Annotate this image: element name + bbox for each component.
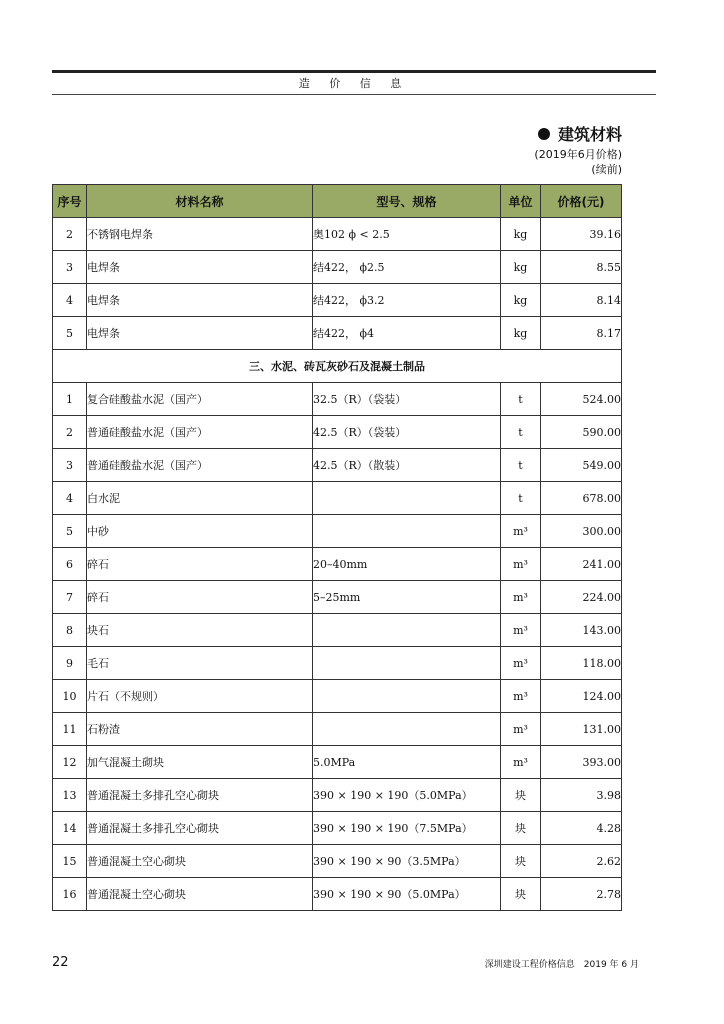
cell-no: 4 (53, 482, 87, 515)
cell-price: 124.00 (541, 680, 622, 713)
cell-no: 2 (53, 416, 87, 449)
cell-name: 复合硅酸盐水泥（国产） (87, 383, 313, 416)
cell-price: 300.00 (541, 515, 622, 548)
cell-price: 8.55 (541, 251, 622, 284)
price-table (52, 184, 622, 911)
page-number: 22 (52, 955, 69, 970)
cell-name: 加气混凝土砌块 (87, 746, 313, 779)
table-row (53, 482, 622, 515)
cell-name: 片石（不规则） (87, 680, 313, 713)
cell-price: 118.00 (541, 647, 622, 680)
cell-price: 524.00 (541, 383, 622, 416)
cell-name: 普通混凝土多排孔空心砌块 (87, 779, 313, 812)
cell-spec: 奥102 ϕ < 2.5 (313, 218, 501, 251)
cell-unit: t (501, 416, 541, 449)
section-title-text: 建筑材料 (557, 125, 622, 144)
cell-price: 678.00 (541, 482, 622, 515)
cell-unit: 块 (501, 812, 541, 845)
header-rule (52, 70, 656, 73)
cell-unit: m³ (501, 746, 541, 779)
cell-no: 14 (53, 812, 87, 845)
cell-price: 8.14 (541, 284, 622, 317)
cell-name: 白水泥 (87, 482, 313, 515)
cell-price: 4.28 (541, 812, 622, 845)
table-row (53, 878, 622, 911)
cell-no: 11 (53, 713, 87, 746)
cell-no: 4 (53, 284, 87, 317)
cell-price: 549.00 (541, 449, 622, 482)
cell-spec: 5.0MPa (313, 746, 501, 779)
cell-spec (313, 713, 501, 746)
category-row (53, 350, 622, 383)
cell-price: 2.62 (541, 845, 622, 878)
cell-unit: kg (501, 251, 541, 284)
cell-no: 3 (53, 449, 87, 482)
cell-spec (313, 515, 501, 548)
cell-name: 普通混凝土空心砌块 (87, 845, 313, 878)
cell-spec (313, 680, 501, 713)
col-header-spec: 型号、规格 (313, 185, 501, 218)
cell-spec: 5–25mm (313, 581, 501, 614)
cell-unit: m³ (501, 713, 541, 746)
cell-name: 碎石 (87, 581, 313, 614)
table-row (53, 317, 622, 350)
cell-spec (313, 614, 501, 647)
cell-no: 5 (53, 317, 87, 350)
cell-price: 131.00 (541, 713, 622, 746)
table-row (53, 449, 622, 482)
cell-unit: m³ (501, 515, 541, 548)
table-row (53, 284, 622, 317)
cell-price: 590.00 (541, 416, 622, 449)
cell-price: 39.16 (541, 218, 622, 251)
cell-unit: 块 (501, 779, 541, 812)
cell-name: 中砂 (87, 515, 313, 548)
cell-no: 8 (53, 614, 87, 647)
continued-note: (续前) (591, 163, 622, 176)
cell-price: 2.78 (541, 878, 622, 911)
table-row (53, 779, 622, 812)
cell-spec: 32.5（R）（袋装） (313, 383, 501, 416)
cell-spec: 42.5（R）（散装） (313, 449, 501, 482)
cell-price: 143.00 (541, 614, 622, 647)
cell-spec: 42.5（R）（袋装） (313, 416, 501, 449)
cell-price: 224.00 (541, 581, 622, 614)
table-header-row (53, 185, 622, 218)
cell-name: 块石 (87, 614, 313, 647)
col-header-price: 价格(元) (541, 185, 622, 218)
cell-no: 2 (53, 218, 87, 251)
price-date: (2019年6月价格) (534, 148, 622, 161)
running-header: 造 价 信 息 (298, 77, 410, 90)
cell-unit: t (501, 482, 541, 515)
col-header-name: 材料名称 (87, 185, 313, 218)
cell-spec: 390 × 190 × 190（5.0MPa） (313, 779, 501, 812)
cell-unit: kg (501, 317, 541, 350)
cell-no: 16 (53, 878, 87, 911)
cell-no: 13 (53, 779, 87, 812)
cell-no: 10 (53, 680, 87, 713)
cell-price: 8.17 (541, 317, 622, 350)
table-row (53, 416, 622, 449)
cell-no: 6 (53, 548, 87, 581)
cell-name: 石粉渣 (87, 713, 313, 746)
table-row (53, 218, 622, 251)
table-row (53, 680, 622, 713)
cell-spec: 结422， ϕ4 (313, 317, 501, 350)
cell-unit: m³ (501, 581, 541, 614)
table-row (53, 515, 622, 548)
cell-name: 毛石 (87, 647, 313, 680)
cell-price: 393.00 (541, 746, 622, 779)
cell-name: 普通混凝土多排孔空心砌块 (87, 812, 313, 845)
bullet-icon (538, 128, 550, 140)
cell-unit: m³ (501, 647, 541, 680)
table-row (53, 647, 622, 680)
cell-price: 241.00 (541, 548, 622, 581)
cell-no: 3 (53, 251, 87, 284)
cell-spec: 390 × 190 × 90（5.0MPa） (313, 878, 501, 911)
cell-unit: kg (501, 218, 541, 251)
cell-no: 7 (53, 581, 87, 614)
table-row (53, 383, 622, 416)
cell-unit: 块 (501, 845, 541, 878)
cell-no: 1 (53, 383, 87, 416)
col-header-unit: 单位 (501, 185, 541, 218)
cell-price: 3.98 (541, 779, 622, 812)
cell-unit: m³ (501, 614, 541, 647)
header-divider (52, 94, 656, 95)
cell-name: 电焊条 (87, 284, 313, 317)
cell-spec: 结422， ϕ3.2 (313, 284, 501, 317)
cell-unit: t (501, 449, 541, 482)
cell-spec (313, 647, 501, 680)
cell-spec: 390 × 190 × 90（3.5MPa） (313, 845, 501, 878)
cell-name: 碎石 (87, 548, 313, 581)
cell-name: 普通混凝土空心砌块 (87, 878, 313, 911)
cell-unit: t (501, 383, 541, 416)
table-row (53, 581, 622, 614)
cell-no: 9 (53, 647, 87, 680)
table-row (53, 548, 622, 581)
cell-unit: m³ (501, 680, 541, 713)
cell-name: 普通硅酸盐水泥（国产） (87, 416, 313, 449)
cell-unit: 块 (501, 878, 541, 911)
table-row (53, 746, 622, 779)
cell-name: 普通硅酸盐水泥（国产） (87, 449, 313, 482)
cell-name: 不锈钢电焊条 (87, 218, 313, 251)
cell-spec: 20–40mm (313, 548, 501, 581)
cell-spec: 结422， ϕ2.5 (313, 251, 501, 284)
col-header-no: 序号 (53, 185, 87, 218)
publication-name: 深圳建设工程价格信息 2019 年 6 月 (484, 960, 639, 970)
table-row (53, 812, 622, 845)
cell-name: 电焊条 (87, 317, 313, 350)
cell-no: 12 (53, 746, 87, 779)
cell-no: 5 (53, 515, 87, 548)
cell-unit: kg (501, 284, 541, 317)
table-row (53, 845, 622, 878)
cell-no: 15 (53, 845, 87, 878)
cell-spec: 390 × 190 × 190（7.5MPa） (313, 812, 501, 845)
cell-spec (313, 482, 501, 515)
table-row (53, 614, 622, 647)
table-row (53, 251, 622, 284)
category-title: 三、水泥、砖瓦灰砂石及混凝土制品 (53, 350, 622, 383)
cell-name: 电焊条 (87, 251, 313, 284)
table-row (53, 713, 622, 746)
cell-unit: m³ (501, 548, 541, 581)
section-title (538, 122, 622, 145)
